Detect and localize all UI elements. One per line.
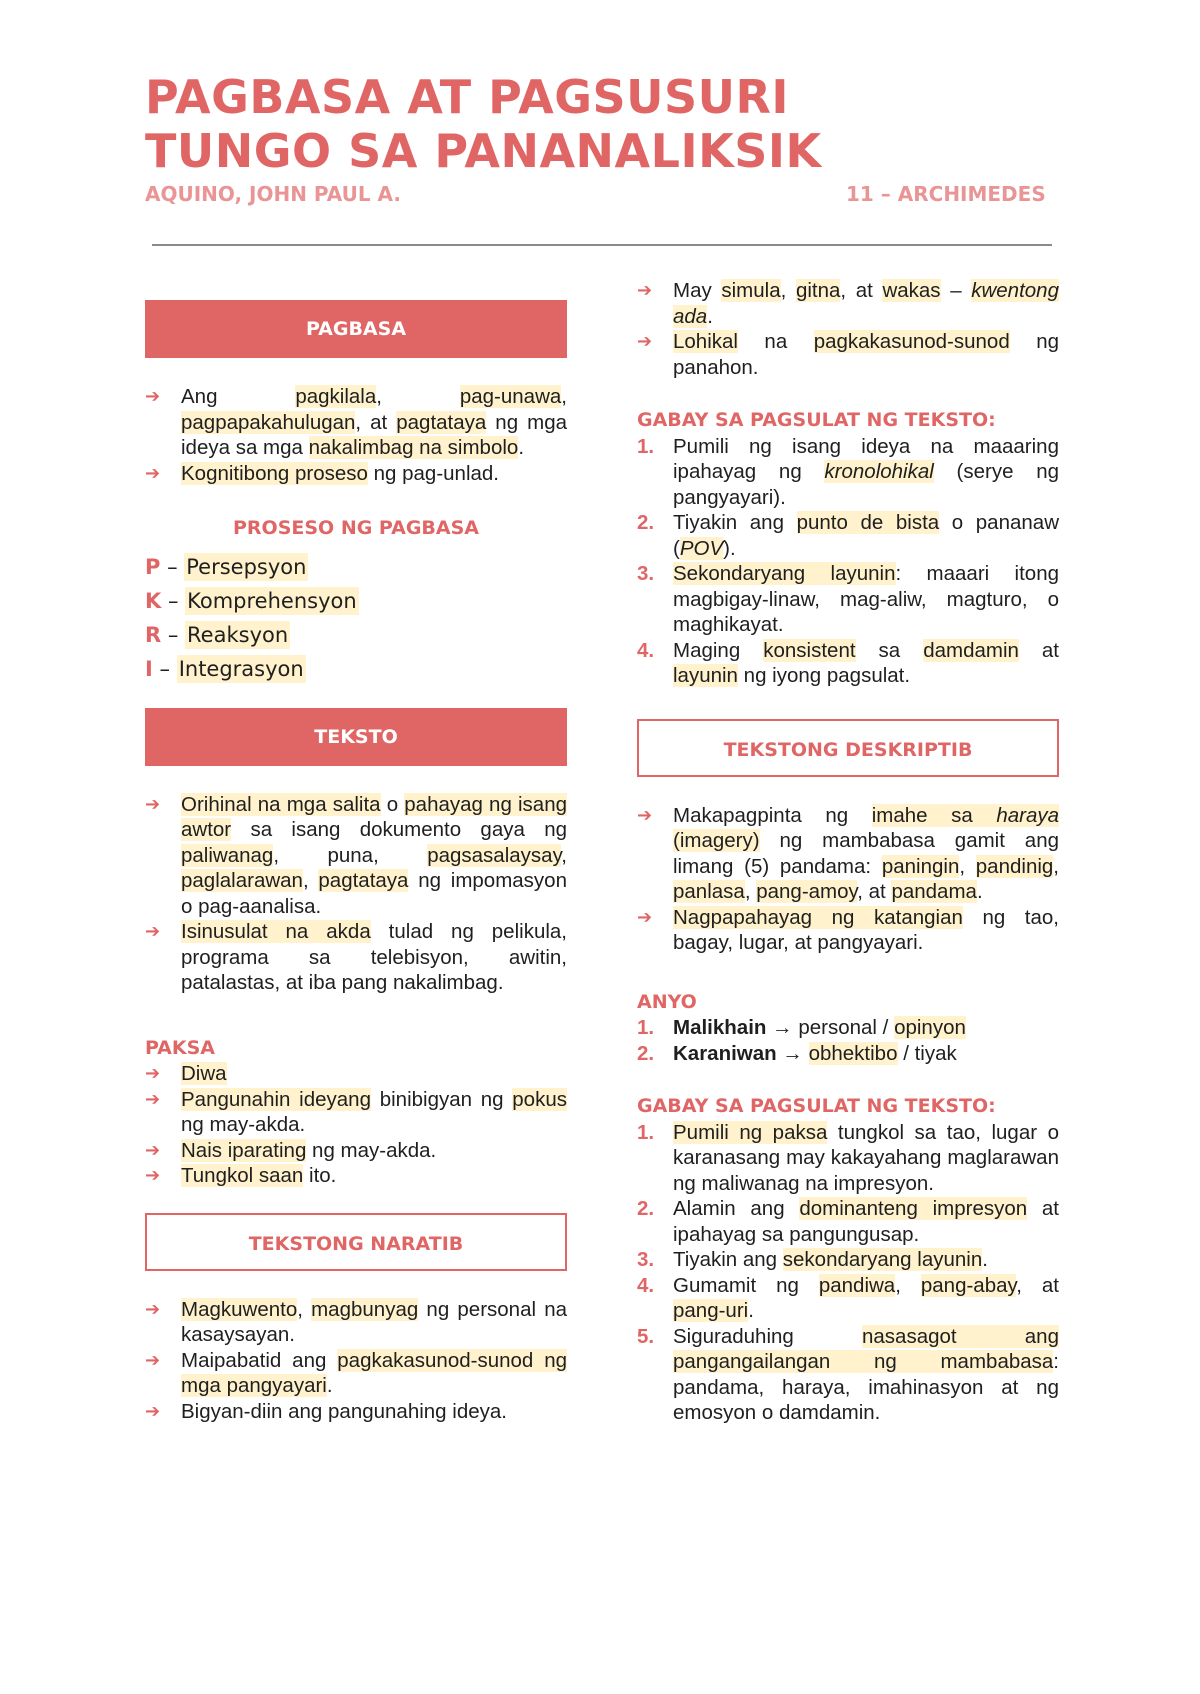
list-item: ➔ Makapagpinta ng imahe sa haraya (imagery) ng mambabasa gamit ang limang (5) pandama: paningin, pandinig, panlasa, pang-amoy, at pandama. [673,803,1059,905]
list-item: Maging konsistent sa damdamin at layunin ng iyong pagsulat. [673,638,1059,687]
proseso-item: R – Reaksyon [145,622,289,647]
paksa-list [145,1061,567,1189]
teksto-list [145,792,567,996]
list-item: Pumili ng paksa tungkol sa tao, lugar o karanasang may kakayahang maglarawan ng maliwanag na impresyon. [673,1120,1059,1195]
deskriptib-list [637,803,1059,956]
right-column [637,278,1059,1426]
list-item: ➔ Ang pagkilala, pag-unawa, pagpapakahulugan, at pagtataya ng mga ideya sa mga nakalimbag na simbolo. [181,384,567,461]
list-item: ➔ Kognitibong proseso ng pag-unlad. [181,461,567,487]
document-title [145,70,822,178]
teksto-banner: TEKSTO [145,708,567,766]
list-item: Siguraduhing nasasagot ang pangangailangan ng mambabasa: pandama, haraya, imahinasyon at ng emosyon o damdamin. [673,1324,1059,1424]
naratib-banner: TEKSTONG NARATIB [145,1213,567,1271]
title-line-2: TUNGO SA PANANALIKSIK [145,124,822,178]
proseso-item: I – Integrasyon [145,656,304,681]
list-item: ➔ Tungkol saan ito. [181,1163,567,1189]
title-line-1: PAGBASA AT PAGSUSURI [145,70,790,124]
left-column [145,300,567,1424]
list-item: ➔ Lohikal na pagkakasunod-sunod ng panahon. [673,329,1059,380]
proseso-list [145,550,567,686]
class-section: 11 – ARCHIMEDES [846,182,1046,206]
header-divider [152,244,1052,246]
list-item: Tiyakin ang punto de bista o pananaw (POV). [673,511,1059,560]
list-item: Tiyakin ang sekondaryang layunin. [673,1248,988,1271]
pagbasa-banner: PAGBASA [145,300,567,358]
list-item: ➔ Bigyan-diin ang pangunahing ideya. [181,1399,567,1425]
list-item: ➔ May simula, gitna, at wakas – kwentong ada. [673,278,1059,329]
proseso-item: P – Persepsyon [145,554,307,579]
paksa-heading: PAKSA [145,1036,215,1059]
list-item: ➔ Magkuwento, magbunyag ng personal na kasaysayan. [181,1297,567,1348]
list-item: ➔ Isinusulat na akda tulad ng pelikula, programa sa telebisyon, awitin, patalastas, at iba pang nakalimbag. [181,919,567,996]
list-item: Pumili ng isang ideya na maaaring ipahayag ng kronolohikal (serye ng pangyayari). [673,434,1059,509]
naratib-list [145,1297,567,1425]
list-item: ➔ Orihinal na mga salita o pahayag ng isang awtor sa isang dokumento gaya ng paliwanag, puna, pagsasalaysay, paglalarawan, pagtataya ng impomasyon o pag-aanalisa. [181,792,567,920]
gabay-list-1 [637,434,1059,689]
list-item: Sekondaryang layunin: maaari itong magbigay-linaw, mag-aliw, magturo, o maghikayat. [673,562,1059,636]
proseso-heading: PROSESO NG PAGBASA [233,517,479,539]
gabay-heading-1: GABAY SA PAGSULAT NG TEKSTO: [637,409,996,431]
deskriptib-banner: TEKSTONG DESKRIPTIB [637,719,1059,777]
list-item: Alamin ang dominanteng impresyon at ipahayag sa pangungusap. [673,1197,1059,1246]
author-name: AQUINO, JOHN PAUL A. [145,182,401,206]
gabay-list-2 [637,1120,1059,1426]
list-item: Gumamit ng pandiwa, pang-abay, at pang-uri. [673,1273,1059,1322]
list-item: Malikhain → personal / opinyon [673,1016,966,1039]
list-item: ➔ Nais iparating ng may-akda. [181,1138,567,1164]
naratib-list-continued [637,278,1059,380]
list-item: Karaniwan → obhektibo / tiyak [673,1041,957,1065]
proseso-item: K – Komprehensyon [145,588,357,613]
gabay-heading-2: GABAY SA PAGSULAT NG TEKSTO: [637,1095,996,1117]
list-item: ➔ Diwa [181,1061,567,1087]
anyo-heading: ANYO [637,990,697,1013]
pagbasa-list [145,384,567,486]
list-item: ➔ Pangunahin ideyang binibigyan ng pokus ng may-akda. [181,1087,567,1138]
list-item: ➔ Maipabatid ang pagkakasunod-sunod ng mga pangyayari. [181,1348,567,1399]
list-item: ➔ Nagpapahayag ng katangian ng tao, bagay, lugar, at pangyayari. [673,905,1059,956]
anyo-list [637,1015,1059,1066]
